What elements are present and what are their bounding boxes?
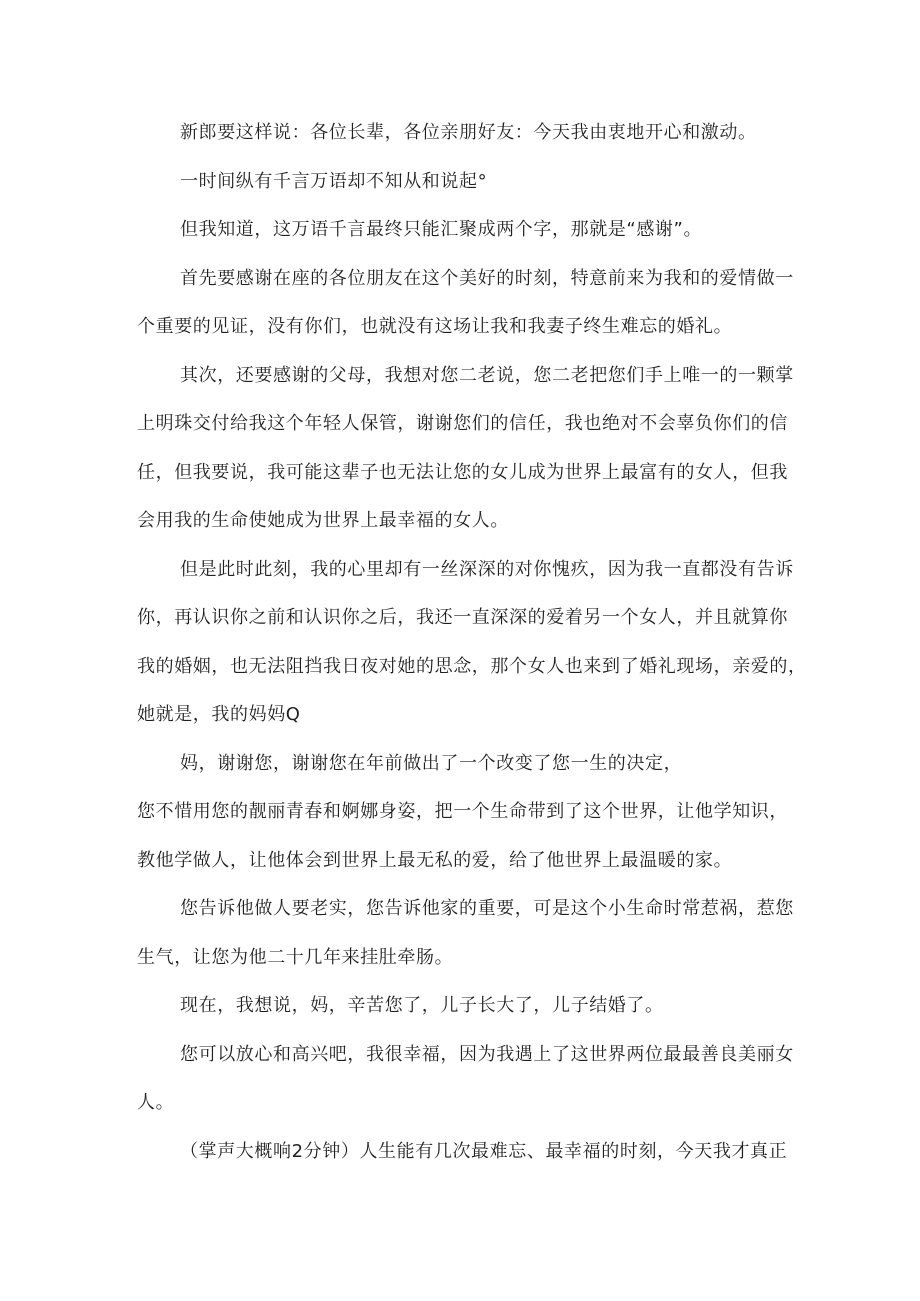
text-line: 但我知道，这万语千言最终只能汇聚成两个字，那就是“感谢”。: [180, 219, 703, 240]
text-line: 您不惜用您的靓丽青春和婀娜身姿，把一个生命带到了这个世界，让他学知识，: [137, 801, 788, 822]
text-line: 生气，让您为他二十几年来挂肚牵肠。: [137, 947, 454, 968]
text-line: 个重要的见证，没有你们，也就没有这场让我和我妻子终生难忘的婚礼。: [137, 316, 733, 337]
text-line: 新郎要这样说：各位长辈，各位亲朋好友：今天我由衷地开心和激动。: [180, 122, 757, 143]
text-line: 首先要感谢在座的各位朋友在这个美好的时刻，特意前来为我和的爱情做一: [180, 268, 794, 289]
text-line: 妈，谢谢您，谢谢您在年前做出了一个改变了您一生的决定，: [180, 753, 683, 774]
text-line: 上明珠交付给我这个年轻人保管，谢谢您们的信任，我也绝对不会辜负你们的信: [137, 413, 788, 434]
text-line: 您可以放心和高兴吧，我很幸福，因为我遇上了这世界两位最最善良美丽女: [180, 1044, 794, 1065]
text-line: 一时间纵有千言万语却不知从和说起°: [180, 171, 488, 192]
text-line: 会用我的生命使她成为世界上最幸福的女人。: [137, 510, 509, 531]
text-line: 但是此时此刻，我的心里却有一丝深深的对你愧疚，因为我一直都没有告诉: [180, 559, 794, 580]
text-line: （掌声大概响2分钟）人生能有几次最难忘、最幸福的时刻，今天我才真正: [180, 1141, 788, 1162]
text-line: 人。: [137, 1092, 175, 1113]
text-line: 您告诉他做人要老实，您告诉他家的重要，可是这个小生命时常惹祸，惹您: [180, 898, 794, 919]
text-line: 你，再认识你之前和认识你之后，我还一直深深的爱着另一个女人，并且就算你: [137, 607, 788, 628]
text-line: 任，但我要说，我可能这辈子也无法让您的女儿成为世界上最富有的女人，但我: [137, 462, 788, 483]
text-line: 我的婚姻，也无法阻挡我日夜对她的思念，那个女人也来到了婚礼现场，亲爱的，: [137, 656, 807, 677]
text-line: 现在，我想说，妈，辛苦您了，儿子长大了，儿子结婚了。: [180, 995, 664, 1016]
text-line: 她就是，我的妈妈Q: [137, 704, 301, 725]
text-line: 教他学做人，让他体会到世界上最无私的爱，给了他世界上最温暖的家。: [137, 850, 733, 871]
text-line: 其次，还要感谢的父母，我想对您二老说，您二老把您们手上唯一的一颗掌: [180, 365, 794, 386]
